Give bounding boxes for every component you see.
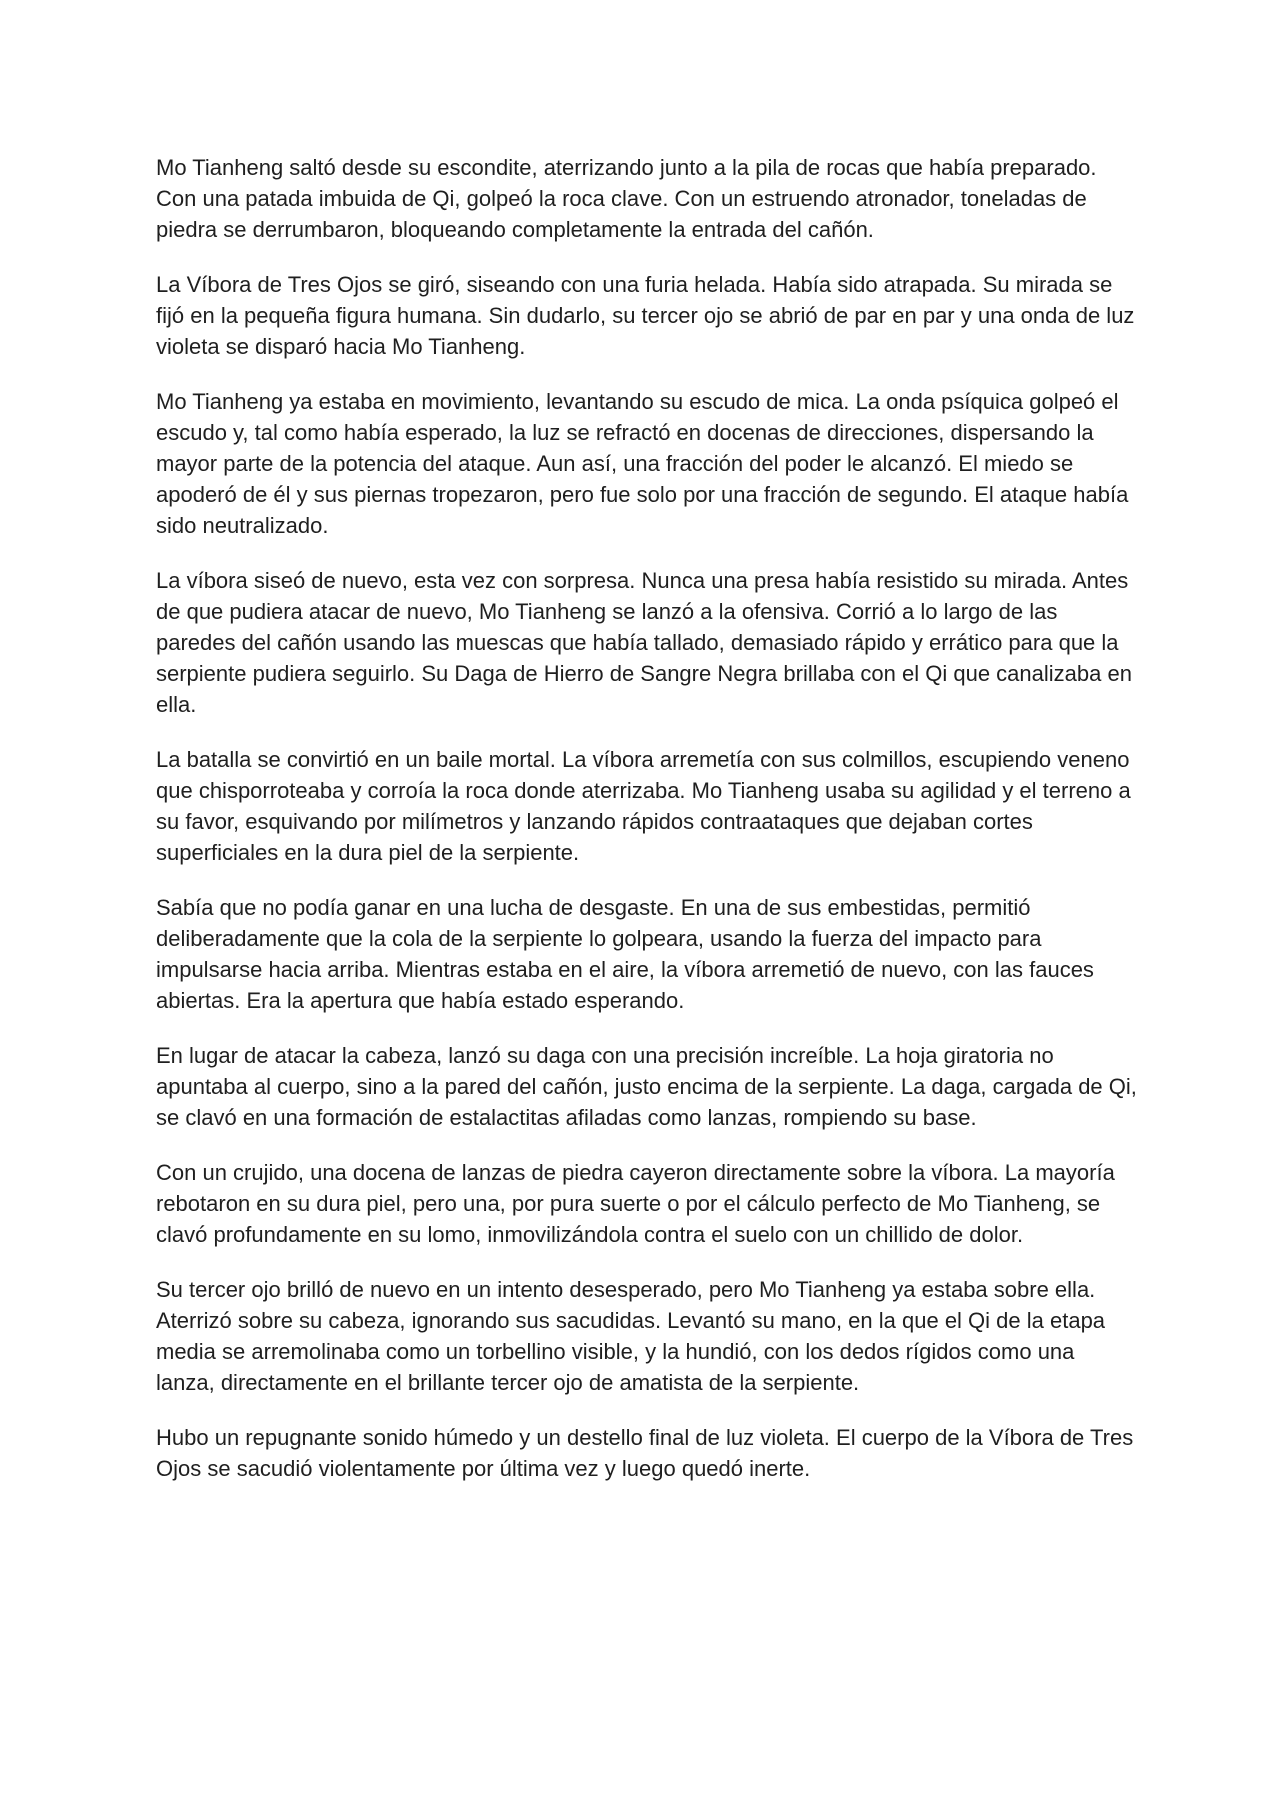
paragraph-10: Hubo un repugnante sonido húmedo y un destello final de luz violeta. El cuerpo de la Víbora de Tres Ojos se sacudió violentamente por última vez y luego quedó inerte. bbox=[156, 1425, 1134, 1481]
paragraph-5: La batalla se convirtió en un baile mortal. La víbora arremetía con sus colmillos, escupiendo veneno que chisporroteaba y corroía la roca donde aterrizaba. Mo Tianheng usaba su agilidad y el terreno a su favor, esquivando por milímetros y lanzando rápidos contraataques que dejaban cortes superficiales en la dura piel de la serpiente. bbox=[156, 747, 1131, 865]
paragraph-9: Su tercer ojo brilló de nuevo en un intento desesperado, pero Mo Tianheng ya estaba sobre ella. Aterrizó sobre su cabeza, ignorando sus sacudidas. Levantó su mano, en la que el Qi de la etapa media se arremolinaba como un torbellino visible, y la hundió, con los dedos rígidos como una lanza, directamente en el brillante tercer ojo de amatista de la serpiente. bbox=[156, 1277, 1106, 1395]
paragraph-8: Con un crujido, una docena de lanzas de piedra cayeron directamente sobre la víbora. La mayoría rebotaron en su dura piel, pero una, por pura suerte o por el cálculo perfecto de Mo Tianheng, se clavó profundamente en su lomo, inmovilizándola contra el suelo con un chillido de dolor. bbox=[156, 1160, 1115, 1247]
paragraph-1: Mo Tianheng saltó desde su escondite, aterrizando junto a la pila de rocas que había preparado. Con una patada imbuida de Qi, golpeó la roca clave. Con un estruendo atronador, toneladas de piedra se derrumbaron, bloqueando completamente la entrada del cañón. bbox=[156, 155, 1097, 242]
paragraph-4: La víbora siseó de nuevo, esta vez con sorpresa. Nunca una presa había resistido su mirada. Antes de que pudiera atacar de nuevo, Mo Tianheng se lanzó a la ofensiva. Corrió a lo largo de las paredes del cañón usando las muescas que había tallado, demasiado rápido y errático para que la serpiente pudiera seguirlo. Su Daga de Hierro de Sangre Negra brillaba con el Qi que canalizaba en ella. bbox=[156, 568, 1132, 717]
paragraph-3: Mo Tianheng ya estaba en movimiento, levantando su escudo de mica. La onda psíquica golpeó el escudo y, tal como había esperado, la luz se refractó en docenas de direcciones, dispersando la mayor parte de la potencia del ataque. Aun así, una fracción del poder le alcanzó. El miedo se apoderó de él y sus piernas tropezaron, pero fue solo por una fracción de segundo. El ataque había sido neutralizado. bbox=[156, 389, 1129, 538]
document-body bbox=[156, 152, 1138, 1508]
paragraph-6: Sabía que no podía ganar en una lucha de desgaste. En una de sus embestidas, permitió deliberadamente que la cola de la serpiente lo golpeara, usando la fuerza del impacto para impulsarse hacia arriba. Mientras estaba en el aire, la víbora arremetió de nuevo, con las fauces abiertas. Era la apertura que había estado esperando. bbox=[156, 895, 1094, 1013]
paragraph-7: En lugar de atacar la cabeza, lanzó su daga con una precisión increíble. La hoja giratoria no apuntaba al cuerpo, sino a la pared del cañón, justo encima de la serpiente. La daga, cargada de Qi, se clavó en una formación de estalactitas afiladas como lanzas, rompiendo su base. bbox=[156, 1043, 1137, 1130]
paragraph-2: La Víbora de Tres Ojos se giró, siseando con una furia helada. Había sido atrapada. Su mirada se fijó en la pequeña figura humana. Sin dudarlo, su tercer ojo se abrió de par en par y una onda de luz violeta se disparó hacia Mo Tianheng. bbox=[156, 272, 1135, 359]
